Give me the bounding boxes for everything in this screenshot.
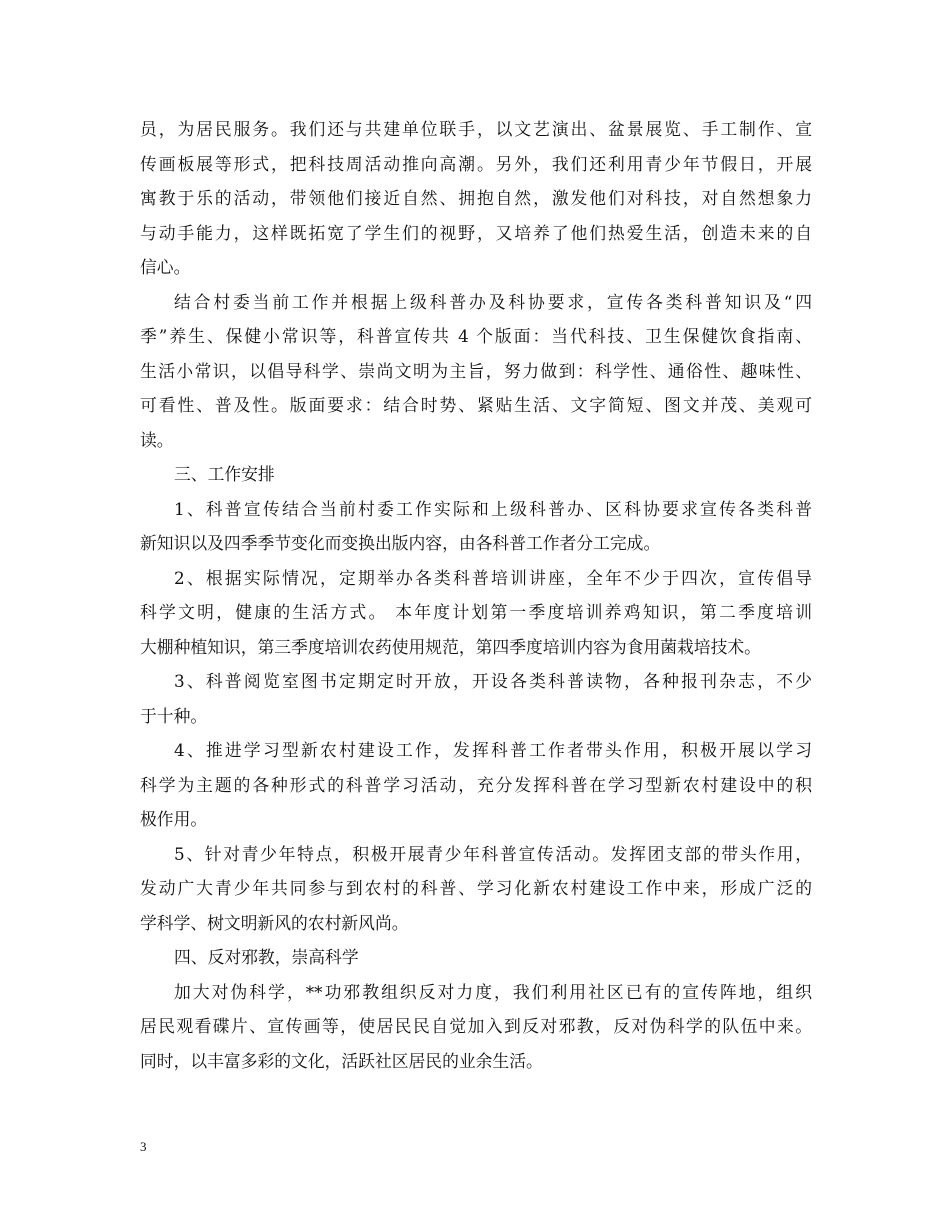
text-line: 科学为主题的各种形式的科普学习活动，充分发挥科普在学习型新农村建设中的积 (140, 774, 812, 795)
section-heading (140, 457, 812, 492)
text-line: 4、推进学习型新农村建设工作，发挥科普工作者带头作用，积极开展以学习 (174, 740, 812, 760)
text-line: 5、针对青少年特点，积极开展青少年科普宣传活动。发挥团支部的带头作用， (174, 843, 812, 864)
text-line: 3、科普阅览室图书定期定时开放，开设各类科普读物，各种报刊杂志，不少 (174, 671, 812, 691)
body-text (140, 112, 812, 1078)
page-number: 3 (140, 1139, 147, 1154)
paragraph (140, 112, 812, 285)
text-line: 2、根据实际情况，定期举办各类科普培训讲座，全年不少于四次，宣传倡导 (174, 567, 812, 588)
text-line: 于十种。 (140, 705, 208, 726)
text-line: 加大对伪科学，**功邪教组织反对力度，我们利用社区已有的宣传阵地，组织 (174, 981, 812, 1002)
text-line: 学科学、树文明新风的农村新风尚。 (140, 912, 409, 933)
text-line: 1、科普宣传结合当前村委工作实际和上级科普办、区科协要求宣传各类科普 (174, 498, 812, 519)
text-line: 生活小常识，以倡导科学、崇尚文明为主旨，努力做到：科学性、通俗性、趣味性、 (140, 360, 812, 381)
text-line: 极作用。 (140, 809, 208, 829)
text-line: 寓教于乐的活动，带领他们接近自然、拥抱自然，激发他们对科技，对自然想象力 (140, 188, 812, 208)
list-item (140, 561, 812, 665)
text-line: 同时，以丰富多彩的文化，活跃社区居民的业余生活。 (140, 1050, 543, 1071)
text-line: 结合村委当前工作并根据上级科普办及科协要求，宣传各类科普知识及“四 (174, 291, 812, 312)
text-line: 员，为居民服务。我们还与共建单位联手，以文艺演出、盆景展览、手工制作、宣 (140, 119, 812, 139)
text-line: 与动手能力，这样既拓宽了学生们的视野，又培养了他们热爱生活，创造未来的自 (140, 222, 812, 243)
heading-text: 三、工作安排 (174, 464, 275, 484)
list-item (140, 492, 812, 561)
section-heading (140, 940, 812, 975)
text-line: 传画板展等形式，把科技周活动推向高潮。另外，我们还利用青少年节假日，开展 (140, 153, 812, 174)
text-line: 季”养生、保健小常识等，科普宣传共 4 个版面：当代科技、卫生保健饮食指南、 (140, 326, 812, 346)
text-line: 可看性、普及性。版面要求：结合时势、紧贴生活、文字简短、图文并茂、美观可 (140, 395, 812, 415)
text-line: 信心。 (140, 257, 191, 277)
text-line: 科学文明，健康的生活方式。 本年度计划第一季度培训养鸡知识，第二季度培训 (140, 602, 812, 622)
text-line: 读。 (140, 429, 174, 450)
text-line: 大棚种植知识，第三季度培训农药使用规范，第四季度培训内容为食用菌栽培技术。 (140, 636, 761, 657)
paragraph (140, 975, 812, 1079)
text-line: 新知识以及四季季节变化而变换出版内容，由各科普工作者分工完成。 (140, 533, 661, 553)
text-line: 居民观看碟片、宣传画等，使居民民自觉加入到反对邪教，反对伪科学的队伍中来。 (140, 1016, 812, 1036)
list-item (140, 733, 812, 837)
text-line: 发动广大青少年共同参与到农村的科普、学习化新农村建设工作中来，形成广泛的 (140, 878, 812, 898)
list-item (140, 664, 812, 733)
paragraph (140, 285, 812, 458)
heading-text: 四、反对邪教，崇高科学 (174, 947, 359, 967)
list-item (140, 837, 812, 941)
